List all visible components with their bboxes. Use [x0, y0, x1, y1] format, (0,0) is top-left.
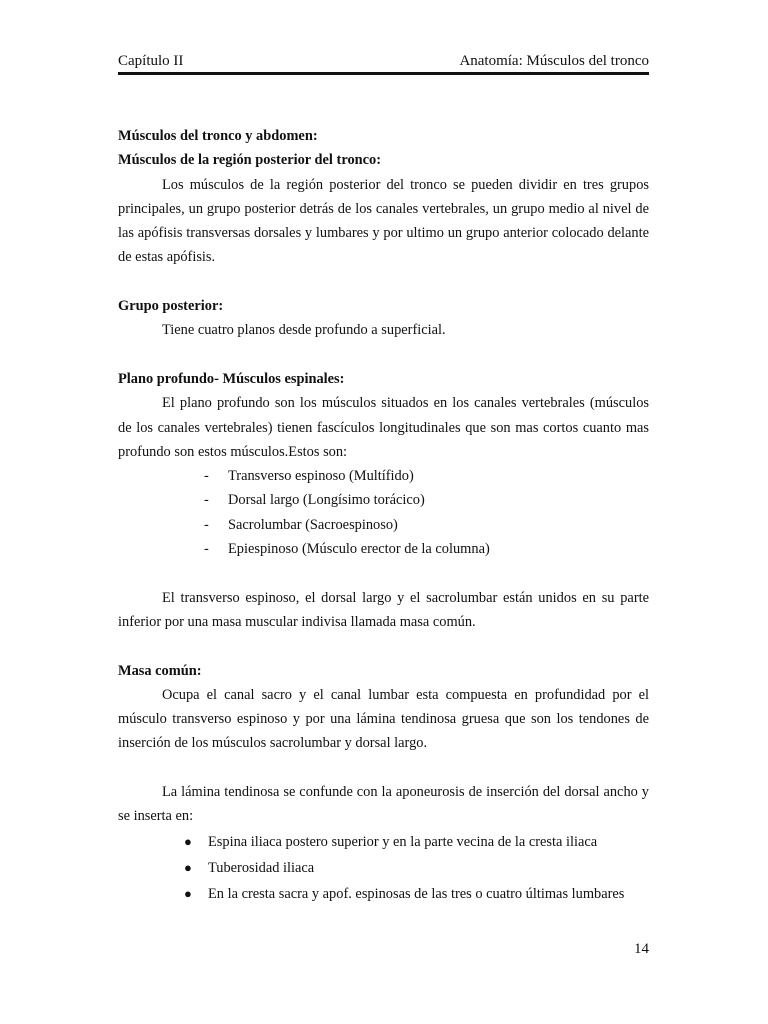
page-header — [118, 53, 649, 70]
masa-comun-paragraph: Ocupa el canal sacro y el canal lumbar esta compuesta en profundidad por el músculo transverso espinoso y por una lámina tendinosa gruesa que son los tendones de inserción de los músculos sacrolumbar y dorsal largo. — [118, 686, 649, 752]
page-number: 14 — [634, 941, 649, 957]
spacer — [118, 270, 649, 294]
spacer — [118, 561, 649, 585]
insertion-list — [118, 829, 649, 907]
plano-profundo-paragraph: El plano profundo son los músculos situados en los canales vertebrales (músculos de los canales vertebrales) tienen fascículos longitudinales que son mas cortos cuanto mas profundo son estos músculos.Estos son: — [118, 395, 649, 460]
main-heading: Músculos del tronco y abdomen: — [118, 128, 318, 144]
dash-marker: - — [204, 516, 209, 533]
list-item — [184, 855, 649, 881]
sub-heading: Músculos de la región posterior del tronco: — [118, 152, 382, 169]
grupo-posterior-heading: Grupo posterior: — [118, 298, 224, 315]
chapter-label: Capítulo II — [118, 53, 184, 69]
list-item-text: En la cresta sacra y apof. espinosas de las tres o cuatro últimas lumbares — [208, 885, 625, 902]
spacer — [118, 634, 649, 658]
bullet-marker: ● — [184, 885, 192, 901]
dash-marker: - — [204, 468, 209, 485]
header-rule — [118, 72, 649, 75]
dash-marker: - — [204, 492, 209, 509]
list-item-text: Sacrolumbar (Sacroespinoso) — [228, 516, 398, 533]
list-item — [204, 488, 649, 512]
bullet-marker: ● — [184, 833, 192, 849]
list-item-text: Tuberosidad iliaca — [208, 859, 315, 876]
intro-paragraph: Los músculos de la región posterior del tronco se pueden dividir en tres grupos principales, un grupo posterior detrás de los canales vertebrales, un grupo medio al nivel de las apófisis transversas dorsales y lumbares y por ultimo un grupo anterior colocado delante de estas apófisis. — [118, 176, 649, 266]
grupo-posterior-paragraph: Tiene cuatro planos desde profundo a superficial. — [162, 322, 446, 339]
muscle-list — [118, 464, 649, 561]
dash-marker: - — [204, 541, 209, 558]
list-item-text: Espina iliaca postero superior y en la parte vecina de la cresta iliaca — [208, 833, 598, 850]
masa-comun-heading: Masa común: — [118, 662, 202, 679]
unidos-paragraph: El transverso espinoso, el dorsal largo y el sacrolumbar están unidos en su parte inferior por una masa muscular indivisa llamada masa común. — [118, 589, 649, 630]
page-body — [118, 124, 649, 907]
list-item-text: Dorsal largo (Longísimo torácico) — [228, 492, 425, 509]
list-item — [184, 829, 649, 855]
section-title: Anatomía: Músculos del tronco — [459, 53, 649, 69]
spacer — [118, 343, 649, 367]
list-item-text: Epiespinoso (Músculo erector de la columna) — [228, 541, 490, 558]
list-item — [204, 464, 649, 488]
bullet-marker: ● — [184, 859, 192, 875]
list-item-text: Transverso espinoso (Multífido) — [228, 468, 414, 485]
list-item — [204, 537, 649, 561]
spacer — [118, 756, 649, 780]
list-item — [184, 881, 649, 907]
list-item — [204, 513, 649, 537]
plano-profundo-heading: Plano profundo- Músculos espinales: — [118, 370, 345, 387]
lamina-paragraph: La lámina tendinosa se confunde con la aponeurosis de inserción del dorsal ancho y se inserta en: — [118, 784, 649, 825]
